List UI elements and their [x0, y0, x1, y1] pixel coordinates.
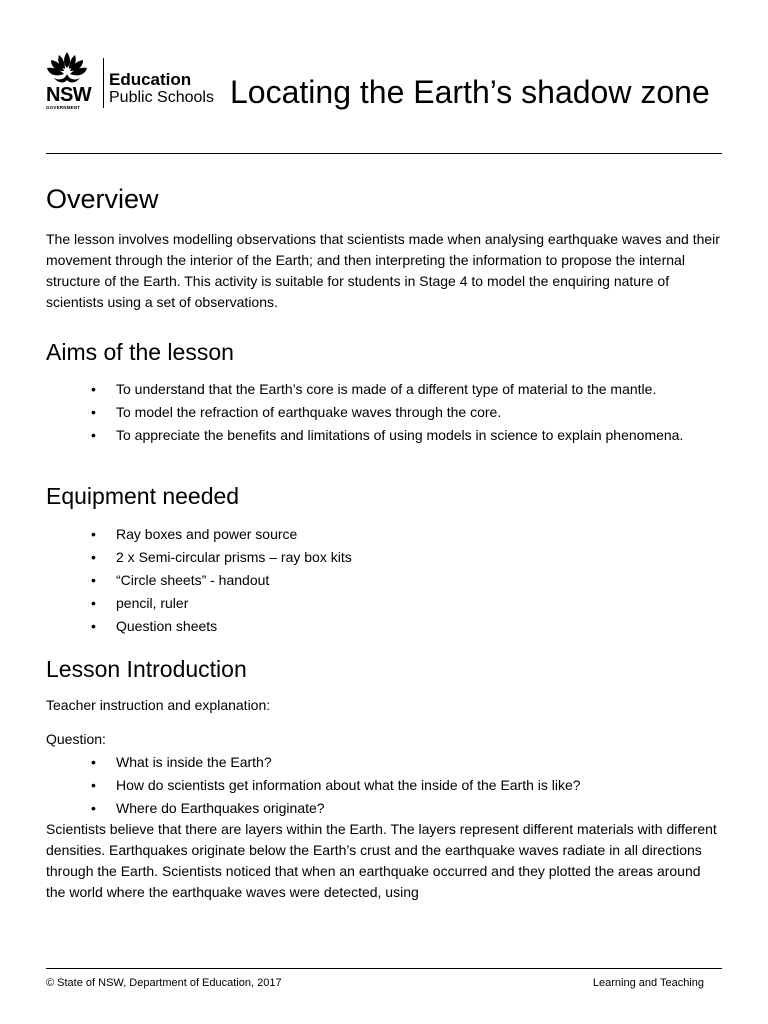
list-item: • To understand that the Earth’s core is made of a different type of material to the mantle.: [46, 380, 722, 398]
section-label: Learning and Teaching: [592, 977, 704, 989]
list-item: • Where do Earthquakes originate?: [46, 799, 722, 817]
list-item: • To model the refraction of earthquake waves through the core.: [46, 403, 722, 421]
overview-heading: Overview: [46, 184, 159, 214]
copyright-text: © State of NSW, Department of Education, 2017: [46, 977, 282, 989]
list-item: • What is inside the Earth?: [46, 753, 722, 771]
list-item: • How do scientists get information about what the inside of the Earth is like?: [46, 776, 722, 794]
government-wordmark: GOVERNMENT: [46, 105, 81, 110]
education-wordmark: Education: [109, 70, 192, 89]
questions-list: [46, 753, 722, 822]
equipment-heading: Equipment needed: [46, 483, 240, 509]
introduction-heading: Lesson Introduction: [46, 656, 247, 682]
aims-heading: Aims of the lesson: [46, 339, 234, 365]
list-item: • “Circle sheets” - handout: [46, 571, 722, 589]
list-item: • Ray boxes and power source: [46, 525, 722, 543]
nsw-wordmark: NSW: [46, 84, 92, 106]
equipment-list: [46, 525, 722, 640]
list-item: • To appreciate the benefits and limitations of using models in science to explain phenomena.: [46, 426, 722, 444]
waratah-icon: [46, 50, 88, 86]
public-schools-wordmark: Public Schools: [109, 89, 214, 106]
question-label: Question:: [46, 731, 106, 747]
logo-divider: [103, 58, 104, 108]
introduction-paragraph: Scientists believe that there are layers within the Earth. The layers represent different materials with different densities. Earthquakes originate below the Earth’s crust and the earthquake waves radiate in all directions through the Earth. Scientists noticed that when an earthquake occurred and they plotted the areas around the world where the earthquake waves were detected, using: [46, 821, 717, 900]
overview-text: The lesson involves modelling observations that scientists made when analysing earthquake waves and their movement through the interior of the Earth; and then interpreting the information to propose the internal structure of the Earth. This activity is suitable for students in Stage 4 to model the enquiring nature of scientists using a set of observations.: [46, 231, 720, 310]
list-item: • 2 x Semi-circular prisms – ray box kits: [46, 548, 722, 566]
teacher-instruction-line: Teacher instruction and explanation:: [46, 697, 271, 713]
list-item: • Question sheets: [46, 617, 722, 635]
aims-list: [46, 380, 722, 449]
page-title: Locating the Earth’s shadow zone: [230, 74, 710, 110]
list-item: • pencil, ruler: [46, 594, 722, 612]
nsw-education-logo: [46, 50, 236, 110]
footer-rule: [46, 968, 722, 969]
header-rule: [46, 153, 722, 154]
